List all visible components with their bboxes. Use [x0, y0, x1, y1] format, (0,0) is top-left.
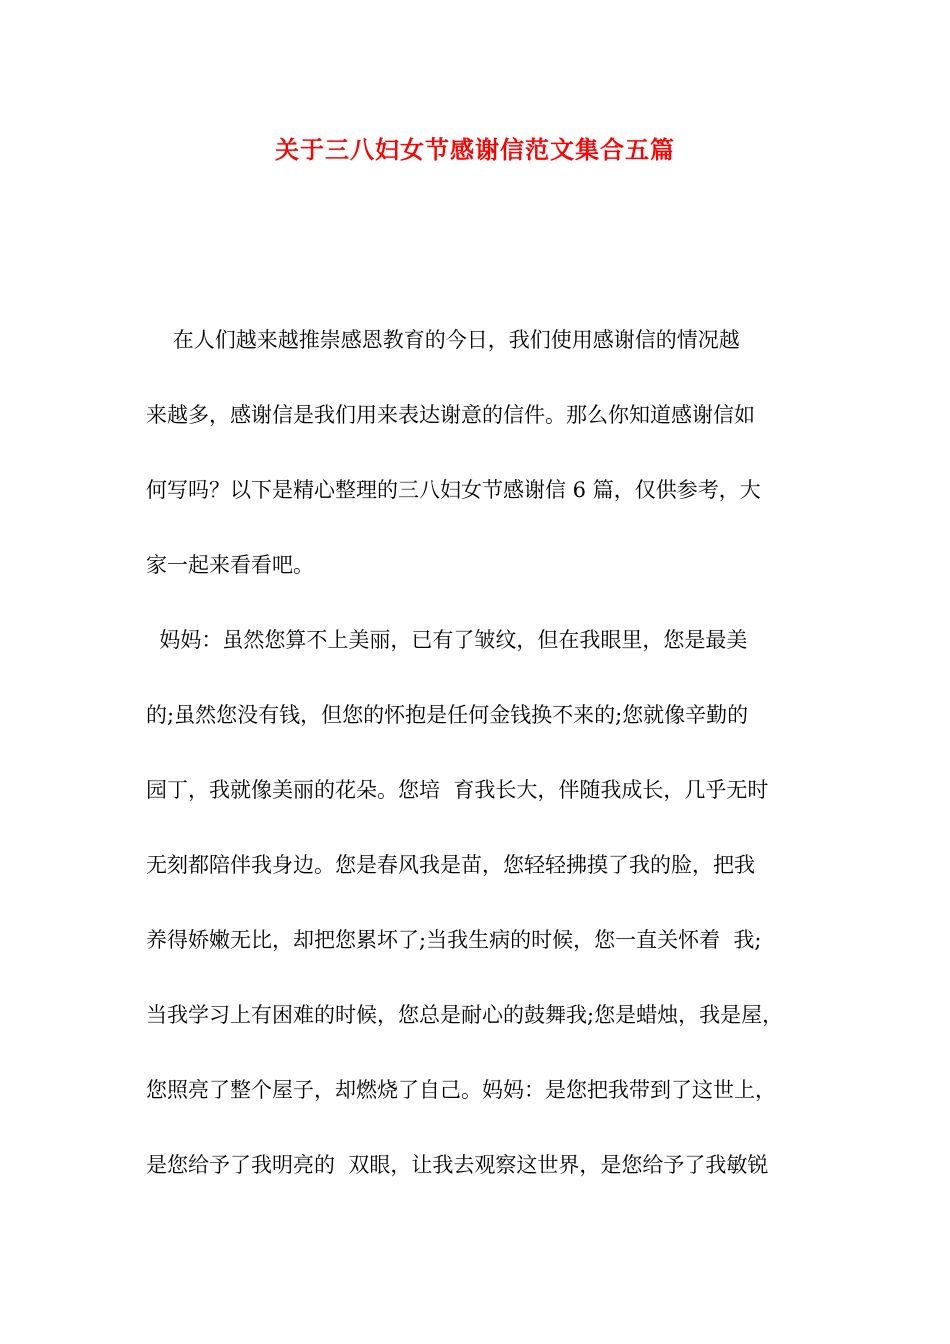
body-line: 的;虽然您没有钱，但您的怀抱是任何金钱换不来的;您就像辛勤的 — [146, 703, 749, 727]
body-line: 您照亮了整个屋子，却燃烧了自己。妈妈：是您把我带到了这世上， — [146, 1078, 776, 1102]
body-line: 是您给予了我明亮的 双眼，让我去观察这世界，是您给予了我敏锐 — [146, 1153, 769, 1177]
body-line: 妈妈：虽然您算不上美丽，已有了皱纹，但在我眼里，您是最美 — [146, 628, 748, 652]
body-line: 园丁，我就像美丽的花朵。您培 育我长大，伴随我成长，几乎无时 — [146, 778, 769, 802]
body-line: 家一起来看看吧。 — [146, 553, 314, 577]
body-line: 无刻都陪伴我身边。您是春风我是苗，您轻轻拂摸了我的脸，把我 — [146, 853, 755, 877]
document-title: 关于三八妇女节感谢信范文集合五篇 — [275, 135, 675, 164]
body-line: 来越多，感谢信是我们用来表达谢意的信件。那么你知道感谢信如 — [146, 403, 755, 427]
body-line: 当我学习上有困难的时候，您总是耐心的鼓舞我;您是蜡烛，我是屋， — [146, 1003, 784, 1027]
body-line: 何写吗？以下是精心整理的三八妇女节感谢信 6 篇，仅供参考，大 — [146, 478, 761, 502]
body-line: 养得娇嫩无比，却把您累坏了;当我生病的时候，您一直关怀着 我; — [146, 928, 762, 952]
body-line: 在人们越来越推崇感恩教育的今日，我们使用感谢信的情况越 — [146, 328, 740, 352]
